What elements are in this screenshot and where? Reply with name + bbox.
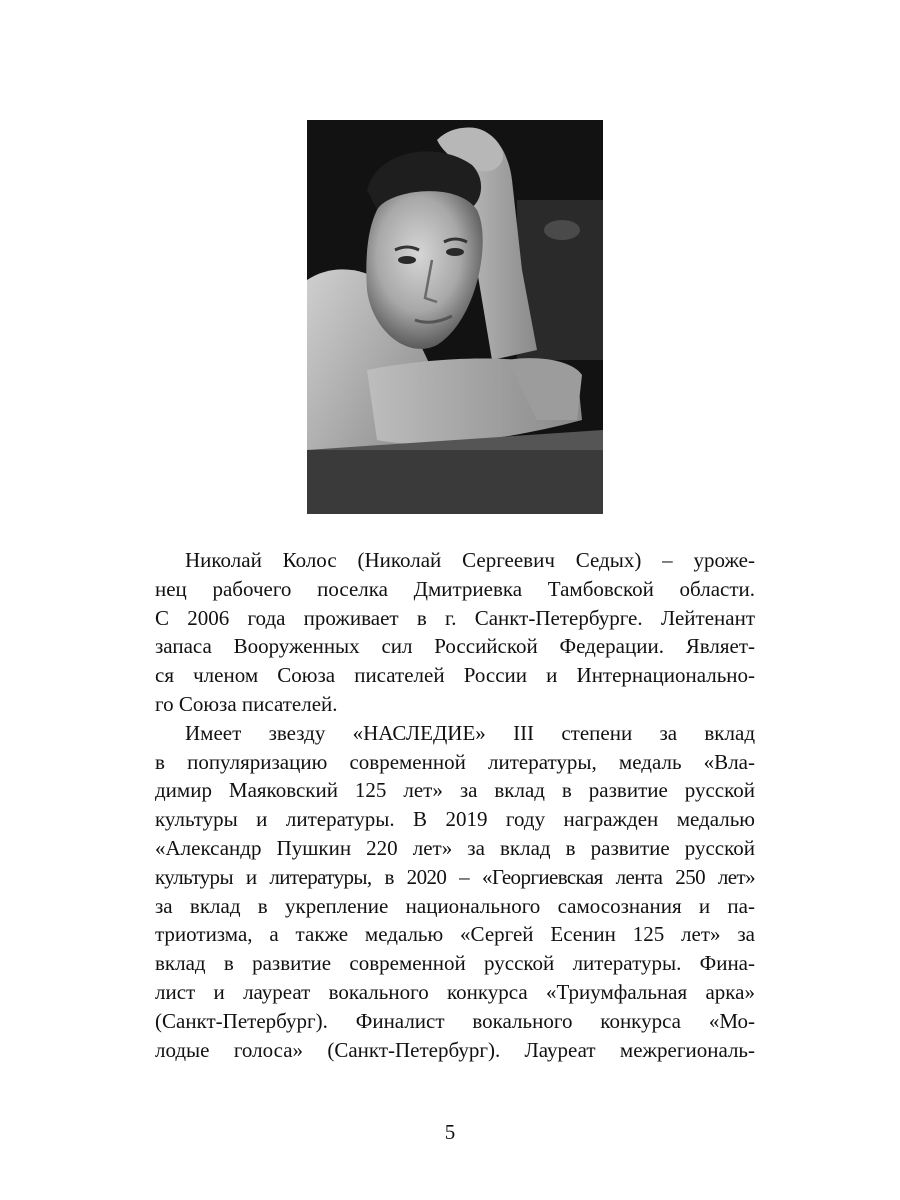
text-line: го Союза писателей.: [155, 691, 338, 716]
author-portrait-photo: [307, 120, 603, 514]
text-line: за вклад в укрепление национального самосознания и па-: [155, 893, 755, 918]
text-line: С 2006 года проживает в г. Санкт-Петербурге. Лейтенант: [155, 605, 755, 630]
text-line: лодые голоса» (Санкт-Петербург). Лауреат межрегиональ-: [155, 1037, 755, 1062]
text-line: (Санкт-Петербург). Финалист вокального конкурса «Мо-: [155, 1008, 755, 1033]
text-line: культуры и литературы, в 2020 – «Георгиевская лента 250 лет»: [155, 864, 755, 889]
text-line: культуры и литературы. В 2019 году награжден медалью: [155, 807, 755, 832]
text-line: нец рабочего поселка Дмитриевка Тамбовской области.: [155, 576, 755, 601]
text-line: Николай Колос (Николай Сергеевич Седых) – уроже-: [185, 548, 755, 572]
text-line: в популяризацию современной литературы, медаль «Вла-: [155, 749, 755, 774]
text-line: ся членом Союза писателей России и Интернационально-: [155, 663, 755, 688]
text-line: запаса Вооруженных сил Российской Федерации. Являет-: [155, 634, 755, 659]
text-line: триотизма, а также медалью «Сергей Есенин 125 лет» за: [155, 922, 755, 947]
paragraph-1: [155, 546, 755, 719]
paragraph-2: [155, 719, 755, 1065]
portrait-illustration: [307, 120, 603, 514]
author-biography: [155, 546, 755, 1064]
text-line: «Александр Пушкин 220 лет» за вклад в развитие русской: [155, 835, 755, 860]
page-number: 5: [444, 1120, 456, 1144]
text-line: Имеет звезду «НАСЛЕДИЕ» III степени за вклад: [185, 720, 755, 745]
text-line: лист и лауреат вокального конкурса «Триумфальная арка»: [155, 979, 755, 1004]
text-line: димир Маяковский 125 лет» за вклад в развитие русской: [155, 778, 755, 803]
text-line: вклад в развитие современной русской литературы. Фина-: [155, 951, 755, 976]
